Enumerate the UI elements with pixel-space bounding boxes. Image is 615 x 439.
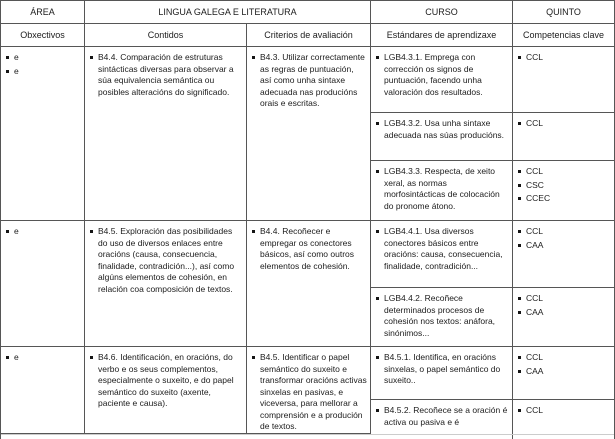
bullet-icon	[376, 230, 379, 233]
competences-cell	[513, 347, 614, 399]
bullet-icon	[252, 56, 255, 59]
bullet-icon	[518, 409, 521, 412]
competence-code: CSC	[526, 179, 544, 190]
bullet-icon	[518, 356, 521, 359]
objective-item	[5, 66, 81, 78]
standard-cell	[371, 113, 513, 160]
objective-item	[5, 52, 81, 64]
competence-item	[517, 166, 611, 178]
content-text: B4.5. Exploración das posibilidades do uso de diversos enlaces entre oracións (causa, consecuencia, finalidade, contradición...), así como algúns elementos de cohesión, en relación coa composición de textos.	[98, 226, 235, 294]
competence-code: CAA	[526, 239, 544, 250]
competence-code: CCL	[526, 118, 544, 128]
competences-column-header: Competencias clave	[522, 30, 605, 40]
criterion-text: B4.5. Identificar o papel semántico do suxeito e transformar oracións activas sinxelas en pasivas, e viceversa, para mellorar a comprensión e a produción de textos.	[260, 352, 367, 431]
bullet-icon	[518, 244, 521, 247]
objectives-column-header: Obxectivos	[1, 24, 85, 46]
standard-text: B4.5.2. Recoñece se a oración é activa ou pasiva e é	[384, 405, 508, 427]
area-header-cell: ÁREA	[1, 1, 85, 23]
standard-cell	[371, 221, 513, 287]
table-row	[1, 47, 614, 221]
content-item	[89, 226, 243, 295]
competence-code: CCL	[526, 226, 544, 236]
criterion-item	[251, 352, 367, 433]
bullet-icon	[518, 122, 521, 125]
table-header-row	[1, 1, 614, 24]
competence-item	[517, 293, 611, 305]
standards-column-header: Estándares de aprendizaxe	[371, 24, 513, 46]
contents-cell	[85, 347, 247, 434]
objective-text: e	[14, 352, 19, 362]
bullet-icon	[90, 356, 93, 359]
bullet-icon	[252, 356, 255, 359]
bullet-icon	[518, 311, 521, 314]
competences-cell	[513, 161, 614, 220]
standard-cell	[371, 161, 513, 220]
objectives-cell	[1, 47, 85, 220]
table-row	[1, 347, 614, 439]
competence-item	[517, 240, 611, 252]
competence-item	[517, 307, 611, 319]
competence-code: CCL	[526, 166, 544, 176]
competence-item	[517, 366, 611, 378]
content-text: B4.4. Comparación de estruturas sintácticas diversas para observar a súa equivalencia semántica ou posibles alteracións do significado.	[98, 52, 234, 97]
objective-item	[5, 226, 81, 238]
competence-code: CCL	[526, 293, 544, 303]
criterion-text: B4.3. Utilizar correctamente as regras de puntuación, así como unha sintaxe adecuada nas producións orais e escritas.	[260, 52, 365, 108]
standard-text: LGB4.4.2. Recoñece determinados procesos de cohesión nos textos: anáfora, sinónimos...	[384, 293, 496, 338]
content-item	[89, 52, 243, 98]
column-header-row	[1, 24, 614, 47]
competence-code: CAA	[526, 306, 544, 317]
competence-code: CCL	[526, 352, 544, 362]
standards-subcolumn	[371, 347, 614, 439]
bullet-icon	[518, 297, 521, 300]
bullet-icon	[376, 356, 379, 359]
bullet-icon	[6, 70, 9, 73]
bullet-icon	[252, 230, 255, 233]
criterion-text: B4.4. Recoñecer e empregar os conectores básicos, así como outros elementos de cohesión.	[260, 226, 355, 271]
standard-cell	[371, 47, 513, 112]
competence-item	[517, 226, 611, 238]
standards-subrow	[371, 400, 614, 439]
criteria-column-header: Criterios de avaliación	[247, 24, 371, 46]
content-item	[89, 352, 243, 410]
bullet-icon	[376, 56, 379, 59]
competence-code: CCL	[526, 52, 544, 62]
standard-item	[375, 118, 509, 141]
standards-subrow	[371, 347, 614, 400]
table-row	[1, 221, 614, 347]
objective-text: e	[14, 52, 19, 62]
standard-item	[375, 226, 509, 272]
standards-subcolumn	[371, 221, 614, 346]
bullet-icon	[518, 197, 521, 200]
bullet-icon	[6, 230, 9, 233]
quinto-header-cell: QUINTO	[546, 7, 581, 17]
bullet-icon	[518, 230, 521, 233]
standards-subrow	[371, 113, 614, 161]
standard-cell	[371, 400, 513, 439]
standard-item	[375, 352, 509, 387]
contents-cell	[85, 47, 247, 220]
competence-code: CCL	[526, 405, 544, 415]
bullet-icon	[6, 56, 9, 59]
standard-text: LGB4.3.1. Emprega con corrección os signos de puntuación, facendo unha valoración dos resultados.	[384, 52, 483, 97]
bullet-icon	[90, 230, 93, 233]
contents-cell	[85, 221, 247, 346]
standard-cell	[371, 288, 513, 346]
standards-subrow	[371, 221, 614, 288]
competence-item	[517, 180, 611, 192]
standards-subrow	[371, 47, 614, 113]
bullet-icon	[6, 356, 9, 359]
competence-item	[517, 405, 611, 417]
bullet-icon	[376, 122, 379, 125]
standard-cell	[371, 347, 513, 399]
bullet-icon	[518, 170, 521, 173]
standard-item	[375, 166, 509, 212]
standards-subrow	[371, 288, 614, 346]
standard-text: B4.5.1. Identifica, en oracións sinxelas, o papel semántico do suxeito..	[384, 352, 501, 385]
objective-text: e	[14, 226, 19, 236]
subject-header-cell: LINGUA GALEGA E LITERATURA	[85, 1, 371, 23]
competences-cell	[513, 113, 614, 160]
competences-cell	[513, 288, 614, 346]
standard-text: LGB4.3.3. Respecta, de xeito xeral, as normas morfosintácticas de colocación do pronome átono.	[384, 166, 500, 211]
contents-column-header: Contidos	[85, 24, 247, 46]
competence-code: CAA	[526, 365, 544, 376]
bullet-icon	[518, 56, 521, 59]
competences-cell	[513, 400, 614, 439]
objective-text: e	[14, 65, 19, 76]
competence-item	[517, 52, 611, 64]
criteria-cell	[247, 221, 371, 346]
bullet-icon	[90, 56, 93, 59]
objectives-cell	[1, 221, 85, 346]
bullet-icon	[518, 184, 521, 187]
standard-item	[375, 52, 509, 98]
competence-item	[517, 193, 611, 205]
criteria-cell	[247, 347, 371, 434]
competence-item	[517, 118, 611, 130]
standard-item	[375, 405, 509, 428]
competences-cell	[513, 47, 614, 112]
competence-item	[517, 352, 611, 364]
standard-item	[375, 293, 509, 339]
bullet-icon	[518, 370, 521, 373]
standards-subrow	[371, 161, 614, 220]
criteria-cell	[247, 47, 371, 220]
competences-cell	[513, 221, 614, 287]
bullet-icon	[376, 409, 379, 412]
competence-code: CCEC	[526, 193, 551, 203]
criterion-item	[251, 52, 367, 110]
objectives-cell	[1, 347, 85, 434]
bullet-icon	[376, 297, 379, 300]
content-text: B4.6. Identificación, en oracións, do verbo e os seus complementos, especialmente o suxeito, e do papel semántico do suxeito (axente, paciente e causa).	[98, 352, 234, 408]
bullet-icon	[376, 170, 379, 173]
objective-item	[5, 352, 81, 364]
standard-text: LGB4.4.1. Usa diversos conectores básicos entre oracións: causa, consecuencia, finalidade, contradición...	[384, 226, 503, 271]
standard-text: LGB4.3.2. Usa unha sintaxe adecuada nas súas producións.	[384, 118, 505, 140]
curso-header-cell: CURSO	[371, 1, 513, 23]
criterion-item	[251, 226, 367, 272]
standards-subcolumn	[371, 47, 614, 220]
